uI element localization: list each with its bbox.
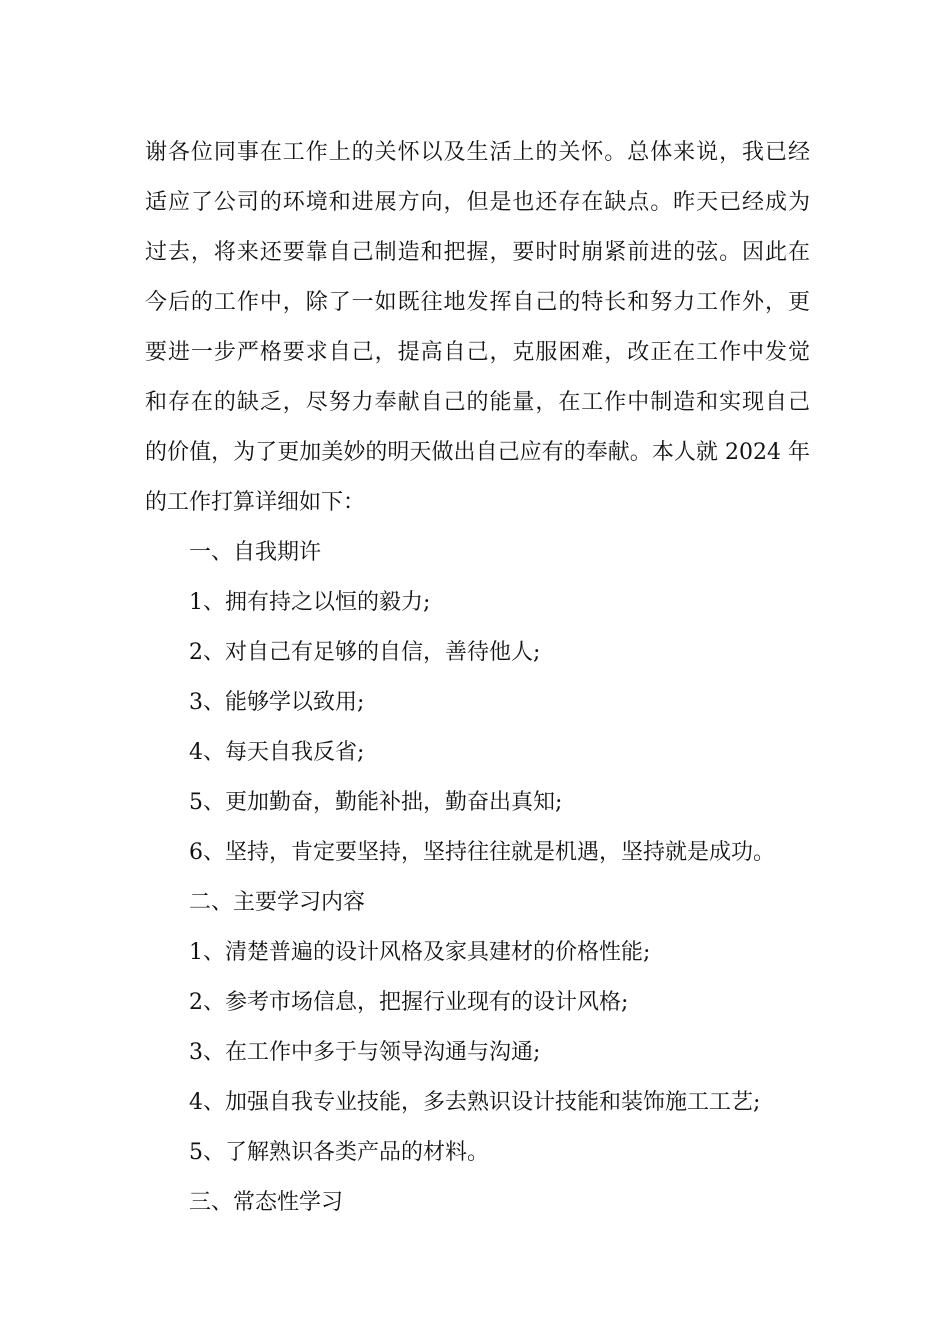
section-heading-routine-learning: 三、常态性学习 <box>189 1190 344 1215</box>
section-heading-main-learning: 二、主要学习内容 <box>189 890 366 915</box>
intro-line-1: 谢各位同事在工作上的关怀以及生活上的关怀。总体来说，我已经 <box>145 140 810 165</box>
intro-line-6: 和存在的缺乏，尽努力奉献自己的能量，在工作中制造和实现自己 <box>145 390 810 415</box>
list-item: 3、在工作中多于与领导沟通与沟通; <box>189 1040 541 1065</box>
list-item: 3、能够学以致用; <box>189 690 365 715</box>
intro-line-4: 今后的工作中，除了一如既往地发挥自己的特长和努力工作外，更 <box>145 290 810 315</box>
list-item: 4、加强自我专业技能，多去熟识设计技能和装饰施工工艺; <box>189 1090 761 1115</box>
list-item: 6、坚持，肯定要坚持，坚持往往就是机遇，坚持就是成功。 <box>189 840 775 865</box>
document-body <box>145 128 810 1228</box>
list-item: 2、参考市场信息，把握行业现有的设计风格; <box>189 990 629 1015</box>
intro-line-5: 要进一步严格要求自己，提高自己，克服困难，改正在工作中发觉 <box>145 340 810 365</box>
intro-line-7: 的价值，为了更加美妙的明天做出自己应有的奉献。本人就 2024 年 <box>145 440 810 465</box>
list-item: 5、了解熟识各类产品的材料。 <box>189 1140 489 1165</box>
intro-line-3: 过去，将来还要靠自己制造和把握，要时时崩紧前进的弦。因此在 <box>145 240 810 265</box>
section-heading-self-expectation: 一、自我期许 <box>189 540 322 565</box>
list-item: 5、更加勤奋，勤能补拙，勤奋出真知; <box>189 790 563 815</box>
intro-line-8: 的工作打算详细如下： <box>145 490 366 515</box>
list-item: 4、每天自我反省; <box>189 740 365 765</box>
list-item: 1、拥有持之以恒的毅力; <box>189 590 431 615</box>
intro-line-2: 适应了公司的环境和进展方向，但是也还存在缺点。昨天已经成为 <box>145 190 810 215</box>
list-item: 2、对自己有足够的自信，善待他人; <box>189 640 541 665</box>
list-item: 1、清楚普遍的设计风格及家具建材的价格性能; <box>189 940 651 965</box>
